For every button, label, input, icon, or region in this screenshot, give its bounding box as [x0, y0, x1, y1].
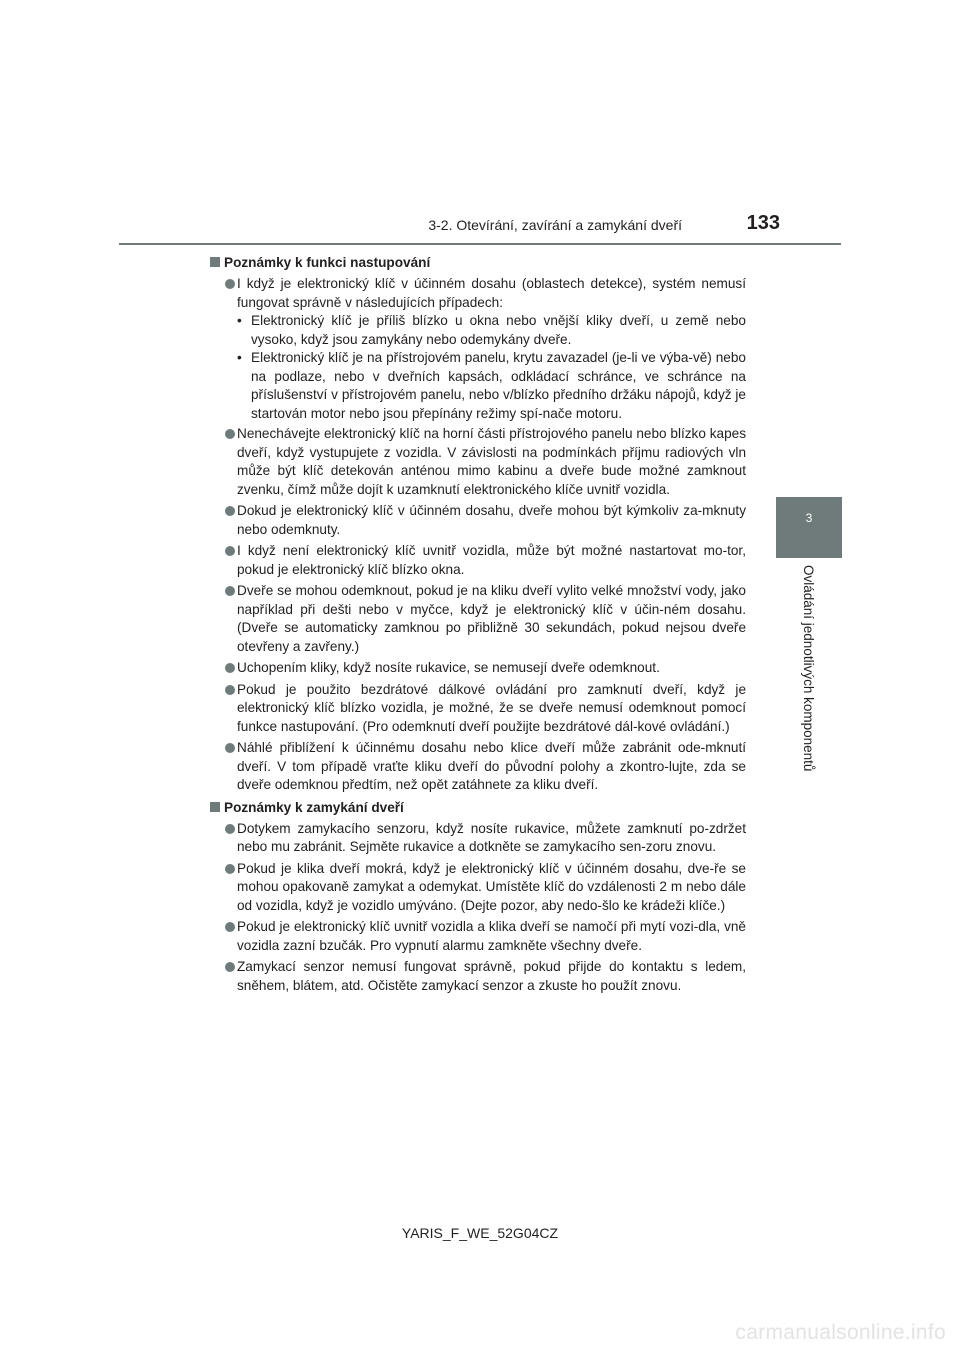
sub-list-item: • Elektronický klíč je na přístrojovém panelu, krytu zavazadel (je-li ve výba-vě) nebo na podlaze, nebo v dveřních kapsách, odkládací schránce, ve schránce na příslušenství v přístrojovém panelu, nebo v/blízko předního držáku nápojů, když je startován motor nebo jsou přepínány režimy spí-nače motoru. [237, 349, 746, 423]
list-item: I když je elektronický klíč v účinném dosahu (oblastech detekce), systém nemusí fungovat správně v následujících případech: [210, 275, 746, 312]
chapter-number: 3 [805, 511, 813, 525]
chapter-title: Ovládání jednotlivých komponentů [801, 565, 816, 772]
list-item: Uchopením kliky, když nosíte rukavice, se nemusejí dveře odemknout. [210, 659, 746, 678]
page-content [210, 253, 746, 998]
list-item: Pokud je použito bezdrátové dálkové ovládání pro zamknutí dveří, když je elektronický klíč blízko vozidla, je možné, že se dveře nemusí odemknout pomocí funkce nastupování. (Pro odemknutí dveří použijte bezdrátové dál-kové ovládání.) [210, 681, 746, 737]
list-item: Dotykem zamykacího senzoru, když nosíte rukavice, můžete zamknutí po-zdržet nebo mu zabránit. Sejměte rukavice a dotkněte se zamykacího sen-zoru znovu. [210, 820, 746, 857]
list-item: Náhlé přiblížení k účinnému dosahu nebo klice dveří může zabránit ode-mknutí dveří. V tom případě vraťte kliku dveří do původní polohy a zkontro-lujte, zda se dveře odemknou předtím, než opět zatáhnete za kliku dveří. [210, 739, 746, 795]
chapter-tab [776, 497, 842, 558]
section-header-title: 3-2. Otevírání, zavírání a zamykání dveří [428, 217, 682, 233]
list-item: Pokud je elektronický klíč uvnitř vozidla a klika dveří se namočí při mytí vozi-dla, vně vozidla zazní bzučák. Pro vypnutí alarmu zamkněte všechny dveře. [210, 918, 746, 955]
sub-list [237, 312, 746, 423]
section-heading: Poznámky k funkci nastupování [210, 253, 746, 272]
list-item: I když není elektronický klíč uvnitř vozidla, může být možné nastartovat mo-tor, pokud je elektronický klíč blízko okna. [210, 542, 746, 579]
list-item: Dokud je elektronický klíč v účinném dosahu, dveře mohou být kýmkoliv za-mknuty nebo odemknuty. [210, 502, 746, 539]
watermark: carmanualsonline.info [735, 1321, 946, 1344]
page-number: 133 [746, 212, 780, 234]
list-item: Zamykací senzor nemusí fungovat správně, pokud přijde do kontaktu s ledem, sněhem, blátem, atd. Očistěte zamykací senzor a zkuste ho použít znovu. [210, 958, 746, 995]
header-divider [119, 243, 841, 245]
sub-list-item: • Elektronický klíč je příliš blízko u okna nebo vnější kliky dveří, u země nebo vysoko, když jsou zamykány nebo odemykány dveře. [237, 312, 746, 349]
list-item: Dveře se mohou odemknout, pokud je na kliku dveří vylito velké množství vody, jako například při dešti nebo v myčce, když je elektronický klíč v účin-ném dosahu. (Dveře se automaticky zamknou po přibližně 30 sekundách, pokud nejsou dveře otevřeny a zavřeny.) [210, 582, 746, 656]
section-heading: Poznámky k zamykání dveří [210, 798, 746, 817]
document-code: YARIS_F_WE_52G04CZ [401, 1225, 559, 1241]
list-item: Nenechávejte elektronický klíč na horní části přístrojového panelu nebo blízko kapes dveří, když vystupujete z vozidla. V závislosti na podmínkách příjmu radiových vln může být klíč detekován anténou mimo kabinu a dveře bude možné zamknout zvenku, čímž může dojít k uzamknutí elektronického klíče uvnitř vozidla. [210, 425, 746, 499]
list-item: Pokud je klika dveří mokrá, když je elektronický klíč v účinném dosahu, dve-ře se mohou opakovaně zamykat a odemykat. Umístěte klíč do vzdálenosti 2 m nebo dále od vozidla, když je vozidlo umýváno. (Dejte pozor, aby nedo-šlo ke krádeži klíče.) [210, 860, 746, 916]
